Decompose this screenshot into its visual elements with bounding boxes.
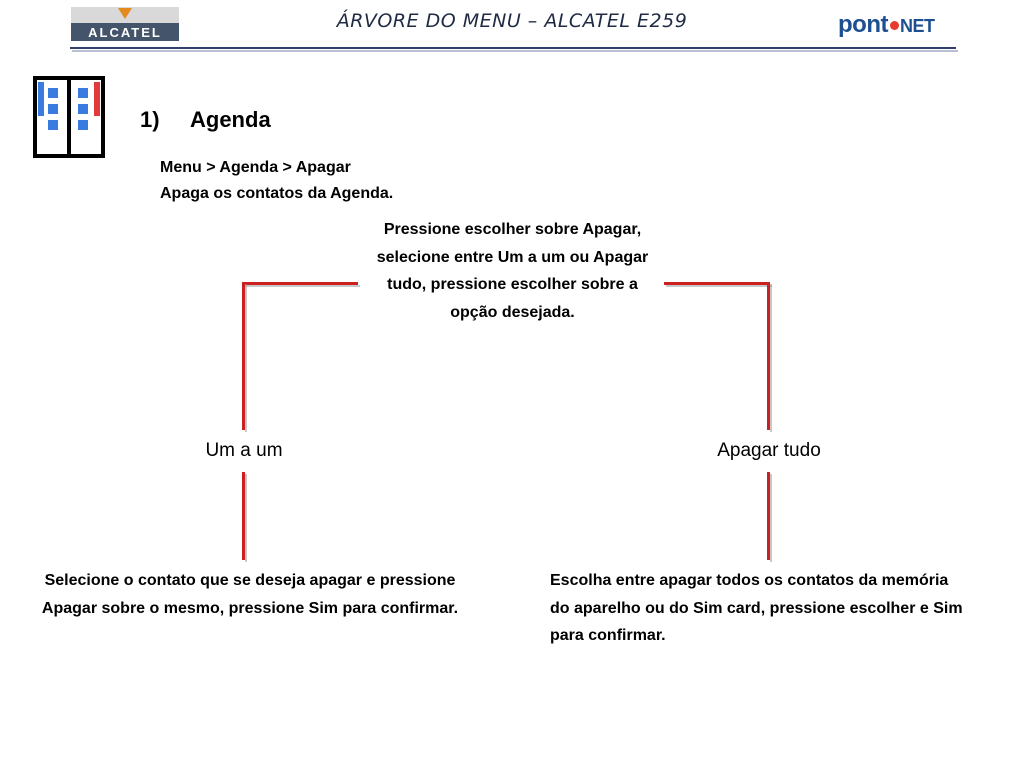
branch-label-um-a-um: Um a um bbox=[205, 440, 283, 461]
pontonet-logo-main: pont bbox=[838, 11, 888, 38]
branch-description-um-a-um: Selecione o contato que se deseja apagar e pressione Apagar sobre o mesmo, pressione Sim para confirmar. bbox=[41, 572, 459, 617]
branch-label-apagar-tudo: Apagar tudo bbox=[717, 440, 821, 461]
section-number: 1) bbox=[140, 107, 160, 132]
header-divider bbox=[70, 47, 956, 49]
pontonet-logo-suffix: NET bbox=[899, 16, 935, 36]
section-title: Agenda bbox=[190, 107, 271, 132]
connector-top-right bbox=[664, 282, 770, 285]
connector-left-lower bbox=[242, 472, 245, 560]
branch-description-apagar-tudo: Escolha entre apagar todos os contatos da memória do aparelho ou do Sim card, pressione escolher e Sim para confirmar. bbox=[550, 572, 963, 644]
menu-description: Apaga os contatos da Agenda. bbox=[160, 185, 394, 202]
connector-left-upper bbox=[242, 282, 245, 430]
alcatel-arrow-icon bbox=[118, 8, 132, 19]
alcatel-logo bbox=[71, 7, 179, 41]
pontonet-logo bbox=[838, 11, 934, 39]
connector-right-lower bbox=[767, 472, 770, 560]
header-divider-shadow bbox=[72, 50, 958, 52]
connector-top-left bbox=[242, 282, 358, 285]
phonebook-icon bbox=[33, 76, 105, 158]
menu-path: Menu > Agenda > Apagar bbox=[160, 159, 351, 176]
page-title: ÁRVORE DO MENU – ALCATEL E259 bbox=[336, 10, 688, 32]
pontonet-dot-icon bbox=[890, 21, 899, 30]
root-instruction: Pressione escolher sobre Apagar, selecione entre Um a um ou Apagar tudo, pressione escolher sobre a opção desejada. bbox=[376, 221, 649, 321]
connector-right-upper bbox=[767, 282, 770, 430]
alcatel-logo-text: ALCATEL bbox=[88, 25, 162, 40]
